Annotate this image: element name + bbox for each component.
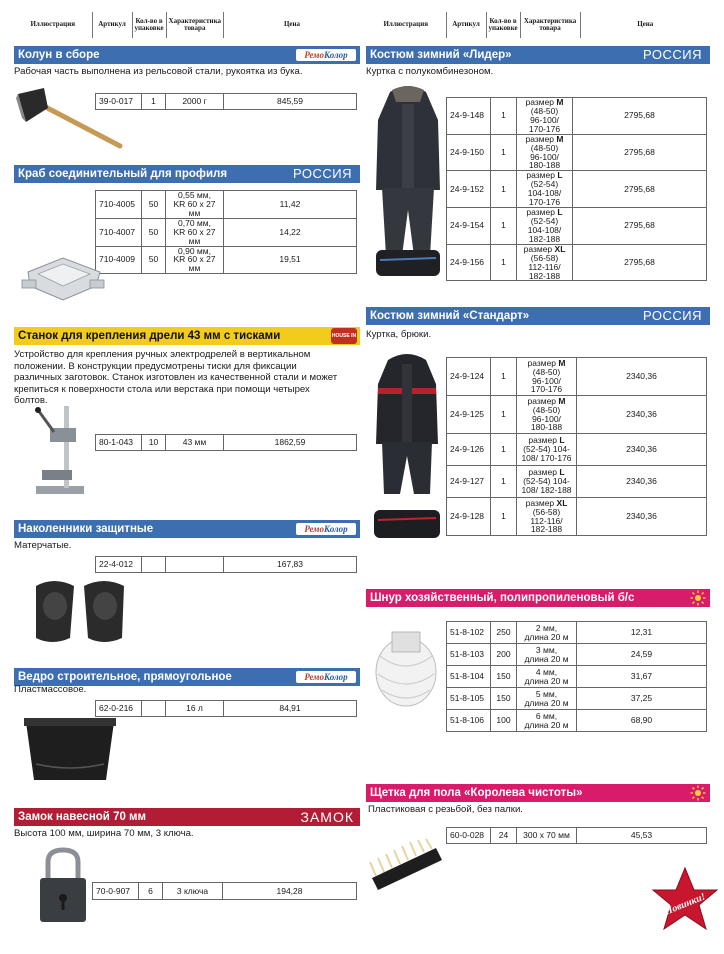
- right-header: [366, 12, 710, 38]
- table-row: 24-9-150 1 размер M (48-50) 96-100/ 180-188 2795,68: [447, 134, 707, 171]
- header-col-qty: Кол-во в упаковке: [132, 12, 166, 38]
- krab-table: [95, 190, 357, 274]
- rope-image: [366, 616, 446, 716]
- table-row: 51-8-104 150 4 мм, длина 20 м 31,67: [447, 666, 707, 688]
- new-items-label: Новинки!: [663, 891, 708, 918]
- header-col-illustration: Иллюстрация: [14, 12, 92, 38]
- table-row: 24-9-125 1 размер M (48-50) 96-100/ 180-188 2340,36: [447, 396, 707, 434]
- winter-suit-standart-image: [368, 344, 446, 544]
- country-label: РОССИЯ: [642, 47, 702, 62]
- shchetka-description: Пластиковая с резьбой, без палки.: [368, 804, 523, 815]
- stanok-table: [95, 434, 357, 451]
- standart-table: [446, 357, 707, 536]
- section-title-stanok: Станок для крепления дрели 43 мм с тисками HOUSE IN: [14, 327, 360, 345]
- table-row: 710-4007 50 0,70 мм, KR 60 x 27 мм 14,22: [96, 218, 357, 246]
- header-col-illustration: Иллюстрация: [366, 12, 446, 38]
- header-col-price: Цена: [580, 12, 710, 38]
- section-title-shchetka: Щетка для пола «Королева чистоты»: [366, 784, 710, 802]
- table-row: 51-8-102 250 2 мм, длина 20 м 12,31: [447, 622, 707, 644]
- section-title-shnur: Шнур хозяйственный, полипропиленовый б/с: [366, 589, 710, 607]
- section-title-kolun: Колун в сборе РемоКолор: [14, 46, 360, 64]
- table-row: 80-1-043 10 43 мм 1862,59: [96, 435, 357, 451]
- lider-table: [446, 97, 707, 281]
- table-row: 70-0-907 6 3 ключа 194,28: [93, 883, 357, 900]
- left-header: [14, 12, 360, 38]
- kolun-description: Рабочая часть выполнена из рельсовой стали, рукоятка из бука.: [14, 66, 303, 77]
- table-row: 710-4005 50 0,55 мм, KR 60 x 27 мм 11,42: [96, 191, 357, 219]
- zamok-table: [92, 882, 357, 900]
- table-row: 51-8-105 150 5 мм, длина 20 м 37,25: [447, 688, 707, 710]
- table-row: 24-9-156 1 размер XL (56-58) 112-116/ 182-188 2795,68: [447, 244, 707, 281]
- remocolor-logo: РемоКолор: [296, 523, 356, 535]
- section-title-vedro: Ведро строительное, прямоугольное РемоКолор: [14, 668, 360, 686]
- standart-description: Куртка, брюки.: [366, 329, 432, 340]
- crab-connector-image: [18, 252, 108, 304]
- table-row: 62-0-216 16 л 84,91: [96, 701, 357, 717]
- country-label: РОССИЯ: [642, 308, 702, 323]
- new-items-star-badge: [651, 866, 719, 938]
- housein-logo: HOUSE IN: [331, 328, 357, 344]
- floor-brush-image: [366, 838, 448, 900]
- country-label: РОССИЯ: [292, 166, 352, 181]
- header-col-qty: Кол-во в упаковке: [486, 12, 520, 38]
- nakolenniki-table: [95, 556, 357, 573]
- kolun-table: [95, 93, 357, 110]
- section-title-nakolenniki: Наколенники защитные РемоКолор: [14, 520, 360, 538]
- table-row: 22-4-012 167,83: [96, 557, 357, 573]
- table-row: 51-8-106 100 6 мм, длина 20 м 68,90: [447, 710, 707, 732]
- header-col-article: Артикул: [92, 12, 132, 38]
- shnur-table: [446, 621, 707, 732]
- table-row: 24-9-126 1 размер L (52-54) 104- 108/ 170-176 2340,36: [447, 434, 707, 466]
- table-row: 60-0-028 24 300 x 70 мм 45,53: [447, 828, 707, 844]
- zamok-description: Высота 100 мм, ширина 70 мм, 3 ключа.: [14, 828, 194, 839]
- section-title-lider: Костюм зимний «Лидер» РОССИЯ: [366, 46, 710, 64]
- table-row: 24-9-128 1 размер XL (56-58) 112-116/ 182-188 2340,36: [447, 498, 707, 536]
- vedro-table: [95, 700, 357, 717]
- drill-stand-image: [28, 398, 90, 498]
- lider-description: Куртка с полукомбинезоном.: [366, 66, 494, 77]
- sun-icon: [690, 590, 706, 606]
- table-row: 710-4009 50 0,90 мм, KR 60 x 27 мм 19,51: [96, 246, 357, 274]
- remocolor-logo: РемоКолор: [296, 671, 356, 683]
- table-row: 24-9-127 1 размер L (52-54) 104- 108/ 182-188 2340,36: [447, 466, 707, 498]
- table-row: 24-9-124 1 размер M (48-50) 96-100/ 170-176 2340,36: [447, 358, 707, 396]
- table-row: 24-9-152 1 размер L (52-54) 104-108/ 170-176 2795,68: [447, 171, 707, 208]
- table-row: 24-9-148 1 размер M (48-50) 96-100/ 170-176 2795,68: [447, 98, 707, 135]
- vedro-description: Пластмассовое.: [14, 684, 87, 695]
- header-col-char: Характеристика товара: [520, 12, 580, 38]
- winter-suit-lider-image: [368, 80, 448, 276]
- bucket-image: [22, 712, 118, 784]
- zamok-logo: ЗАМОК: [300, 809, 354, 825]
- section-title-zamok: Замок навесной 70 мм ЗАМОК: [14, 808, 360, 826]
- shchetka-table: [446, 827, 707, 844]
- section-title-krab: Краб соединительный для профиля РОССИЯ: [14, 165, 360, 183]
- padlock-image: [36, 846, 90, 926]
- section-title-standart: Костюм зимний «Стандарт» РОССИЯ: [366, 307, 710, 325]
- header-col-article: Артикул: [446, 12, 486, 38]
- table-row: 51-8-103 200 3 мм, длина 20 м 24,59: [447, 644, 707, 666]
- table-row: 39-0-017 1 2000 г 845,59: [96, 94, 357, 110]
- table-row: 24-9-154 1 размер L (52-54) 104-108/ 182-188 2795,68: [447, 208, 707, 245]
- knee-pads-image: [30, 576, 130, 646]
- remocolor-logo: РемоКолор: [296, 49, 356, 61]
- header-col-char: Характеристика товара: [166, 12, 223, 38]
- nakolenniki-description: Матерчатые.: [14, 540, 72, 551]
- header-col-price: Цена: [224, 12, 360, 38]
- sun-icon: [690, 785, 706, 801]
- stanok-description: Устройство для крепления ручных электродрелей в вертикальном положении. В конструкции предусмотрены тиски для фиксации различных заготовок. Станок изготовлен из качественной стали и может крепиться к поверхности стола или верстака при помощи четырех болтов.: [14, 349, 338, 406]
